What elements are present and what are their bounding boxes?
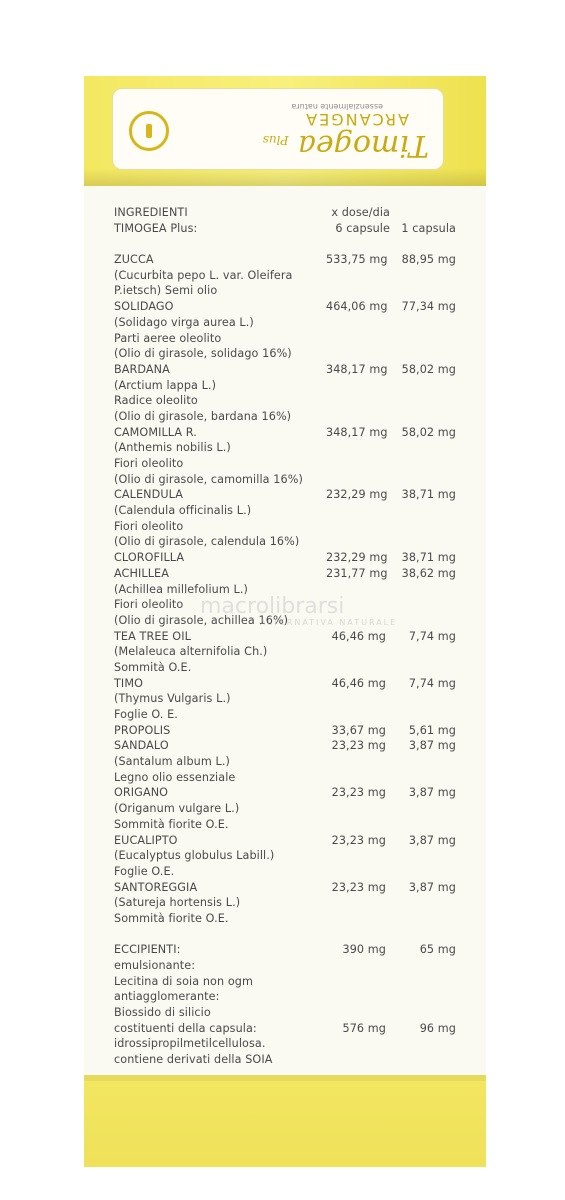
ingredient-name: ZUCCA xyxy=(114,253,154,267)
ingredient-name: Legno olio essenziale xyxy=(114,770,236,784)
ingredient-name: CALENDULA xyxy=(114,488,183,502)
dose-one-capsule: 96 mg xyxy=(419,1021,456,1035)
ingredient-name: contiene derivati della SOIA xyxy=(114,1053,273,1067)
dose-one-capsule: 65 mg xyxy=(419,943,456,957)
ingredient-row xyxy=(108,848,478,864)
dose-six-capsules: 348,17 mg xyxy=(326,425,388,439)
ingredient-row xyxy=(108,425,478,441)
dose-one-capsule: 7,74 mg xyxy=(408,676,456,690)
ingredient-row xyxy=(108,487,478,503)
ingredient-row xyxy=(108,833,478,849)
header-product: TIMOGEA Plus: xyxy=(114,221,198,235)
ingredient-row xyxy=(108,723,478,739)
brand-variant-text: Plus xyxy=(262,133,289,147)
ingredient-name: SANDALO xyxy=(114,739,169,753)
ingredient-row xyxy=(108,378,478,394)
dose-six-capsules: 23,23 mg xyxy=(331,786,386,800)
ingredient-row xyxy=(108,566,478,582)
header-six-capsules: 6 capsule xyxy=(335,221,390,235)
flap-shadow xyxy=(84,168,486,186)
ingredient-row xyxy=(108,864,478,880)
ingredient-row xyxy=(108,1036,478,1052)
ingredient-name: Foglie O.E. xyxy=(114,864,175,878)
dose-one-capsule: 77,34 mg xyxy=(401,300,456,314)
ingredient-name: Fiori oleolito xyxy=(114,519,184,533)
header-row-1 xyxy=(108,205,478,221)
ingredient-row xyxy=(108,927,478,943)
dose-one-capsule: 58,02 mg xyxy=(401,425,456,439)
ingredient-name: (Melaleuca alternifolia Ch.) xyxy=(114,645,268,659)
ingredient-name: EUCALIPTO xyxy=(114,833,178,847)
ingredient-name: (Santalum album L.) xyxy=(114,755,230,769)
ingredient-name: (Calendula officinalis L.) xyxy=(114,504,252,518)
ingredient-name: (Cucurbita pepo L. var. Oleifera xyxy=(114,268,293,282)
ingredient-name: (Solidago virga aurea L.) xyxy=(114,315,254,329)
ingredient-row xyxy=(108,519,478,535)
ingredient-row xyxy=(108,660,478,676)
watermark: macrolibrarsi xyxy=(200,594,345,619)
dose-one-capsule: 3,87 mg xyxy=(408,880,456,894)
header-row-2 xyxy=(108,221,478,237)
ingredient-name: Foglie O. E. xyxy=(114,708,178,721)
dose-six-capsules: 46,46 mg xyxy=(331,676,386,690)
ingredient-name: (Arctium lappa L.) xyxy=(114,378,217,392)
ingredient-name: (Anthemis nobilis L.) xyxy=(114,441,231,455)
ingredient-row xyxy=(108,331,478,347)
ingredient-name: (Origanum vulgare L.) xyxy=(114,802,240,816)
ingredient-name: Lecitina di soia non ogm xyxy=(114,974,253,988)
watermark-sub: ALTERNATIVA NATURALE xyxy=(260,618,398,627)
ingredient-row xyxy=(108,1052,478,1068)
ingredient-row xyxy=(108,456,478,472)
ingredient-row xyxy=(108,911,478,927)
brand-name xyxy=(179,128,429,163)
ingredient-row xyxy=(108,754,478,770)
dose-one-capsule: 88,95 mg xyxy=(401,253,456,267)
ingredient-name: PROPOLIS xyxy=(114,723,171,737)
ingredient-row xyxy=(108,629,478,645)
ingredient-name: emulsionante: xyxy=(114,959,196,972)
dose-six-capsules: 348,17 mg xyxy=(326,362,388,376)
ingredient-row xyxy=(108,738,478,754)
header-spacer xyxy=(108,236,478,252)
dose-one-capsule: 3,87 mg xyxy=(408,786,456,800)
ingredient-name: (Olio di girasole, solidago 16%) xyxy=(114,347,292,361)
ingredient-name: antiagglomerante: xyxy=(114,990,220,1004)
ingredient-row xyxy=(108,707,478,723)
ingredient-name: (Eucalyptus globulus Labill.) xyxy=(114,849,275,863)
ingredient-name: SANTOREGGIA xyxy=(114,880,198,894)
brand-label xyxy=(112,88,444,170)
dose-six-capsules: 23,23 mg xyxy=(331,833,386,847)
dose-six-capsules: 232,29 mg xyxy=(326,551,388,565)
ingredient-row xyxy=(108,770,478,786)
ingredient-row xyxy=(108,958,478,974)
ingredient-name: (Thymus Vulgaris L.) xyxy=(114,692,231,706)
ingredient-row xyxy=(108,644,478,660)
header-dose: x dose/dia xyxy=(331,206,390,219)
ingredient-name: Fiori oleolito xyxy=(114,457,184,470)
ingredient-name: TEA TREE OIL xyxy=(114,629,191,643)
dose-six-capsules: 46,46 mg xyxy=(331,629,386,643)
dose-six-capsules: 464,06 mg xyxy=(326,300,388,314)
ingredient-name: Biossido di silicio xyxy=(114,1006,211,1020)
tagline: essenzialmente natura xyxy=(291,102,383,111)
ingredient-name: (Satureja hortensis L.) xyxy=(114,896,241,910)
ingredient-name: Parti aeree oleolito xyxy=(114,331,222,345)
ingredient-row xyxy=(108,268,478,284)
dose-six-capsules: 231,77 mg xyxy=(326,566,388,580)
dose-six-capsules: 232,29 mg xyxy=(326,488,388,502)
dose-six-capsules: 33,67 mg xyxy=(331,723,386,737)
ingredient-name: P.ietsch) Semi olio xyxy=(114,284,218,298)
ingredient-row xyxy=(108,801,478,817)
ingredient-name: BARDANA xyxy=(114,362,170,376)
company-name: ARCANGEA xyxy=(304,110,409,129)
ingredient-name: Fiori oleolito xyxy=(114,598,184,612)
ingredient-rows xyxy=(108,252,478,1099)
ingredient-name: ECCIPIENTI: xyxy=(114,943,181,957)
ingredient-name: ORIGANO xyxy=(114,786,169,800)
ingredient-row xyxy=(108,440,478,456)
ingredient-name: Sommità fiorite O.E. xyxy=(114,817,229,831)
ingredient-row xyxy=(108,974,478,990)
ingredient-name: SOLIDAGO xyxy=(114,300,174,314)
header-one-capsule: 1 capsula xyxy=(401,221,456,235)
dose-one-capsule: 7,74 mg xyxy=(408,629,456,643)
dose-six-capsules: 533,75 mg xyxy=(326,253,388,267)
dose-six-capsules: 576 mg xyxy=(342,1021,386,1035)
ingredient-name: TIMO xyxy=(114,676,143,690)
ingredient-row xyxy=(108,283,478,299)
ingredient-row xyxy=(108,362,478,378)
ingredient-row xyxy=(108,409,478,425)
dose-one-capsule: 58,02 mg xyxy=(401,362,456,376)
ingredient-name: CAMOMILLA R. xyxy=(114,425,197,439)
ingredient-name: CLOROFILLA xyxy=(114,551,185,565)
ingredient-row xyxy=(108,550,478,566)
ingredient-name: costituenti della capsula: xyxy=(114,1021,257,1035)
dose-one-capsule: 5,61 mg xyxy=(408,723,456,737)
ingredient-row xyxy=(108,393,478,409)
arcangea-logo-icon xyxy=(129,111,169,151)
ingredient-name: Sommità O.E. xyxy=(114,660,192,674)
ingredient-name: (Olio di girasole, bardana 16%) xyxy=(114,409,292,423)
dose-one-capsule: 3,87 mg xyxy=(408,833,456,847)
ingredient-name: idrossipropilmetilcellulosa. xyxy=(114,1037,266,1051)
ingredient-row xyxy=(108,503,478,519)
ingredient-row xyxy=(108,252,478,268)
dose-six-capsules: 23,23 mg xyxy=(331,880,386,894)
ingredient-row xyxy=(108,817,478,833)
ingredient-row xyxy=(108,691,478,707)
dose-one-capsule: 38,62 mg xyxy=(401,566,456,580)
header-ingredients: INGREDIENTI xyxy=(114,206,188,219)
ingredient-row xyxy=(108,346,478,362)
ingredient-name: (Olio di girasole, achillea 16%) xyxy=(114,613,289,627)
ingredient-row xyxy=(108,1021,478,1037)
ingredient-row xyxy=(108,1005,478,1021)
ingredients-panel xyxy=(108,205,478,1099)
ingredient-row xyxy=(108,315,478,331)
ingredient-name: Sommità fiorite O.E. xyxy=(114,911,229,925)
ingredient-row xyxy=(108,942,478,958)
ingredient-row xyxy=(108,299,478,315)
ingredient-row xyxy=(108,472,478,488)
ingredient-row xyxy=(108,676,478,692)
dose-six-capsules: 390 mg xyxy=(342,943,386,957)
ingredient-row xyxy=(108,880,478,896)
dose-one-capsule: 38,71 mg xyxy=(401,488,456,502)
dose-six-capsules: 23,23 mg xyxy=(331,739,386,753)
ingredient-name: (Olio di girasole, camomilla 16%) xyxy=(114,472,303,486)
ingredient-name: (Olio di girasole, calendula 16%) xyxy=(114,535,300,549)
ingredient-name: (Achillea millefolium L.) xyxy=(114,582,248,596)
bottom-edge xyxy=(84,1075,486,1081)
ingredient-row xyxy=(108,785,478,801)
ingredient-name: Radice oleolito xyxy=(114,394,198,408)
dose-one-capsule: 38,71 mg xyxy=(401,551,456,565)
package-bottom-band xyxy=(84,1075,486,1167)
ingredient-row xyxy=(108,989,478,1005)
brand-name-text: Timogea xyxy=(298,128,429,163)
ingredient-row xyxy=(108,534,478,550)
ingredient-name: ACHILLEA xyxy=(114,566,169,580)
dose-one-capsule: 3,87 mg xyxy=(408,739,456,753)
ingredient-row xyxy=(108,895,478,911)
